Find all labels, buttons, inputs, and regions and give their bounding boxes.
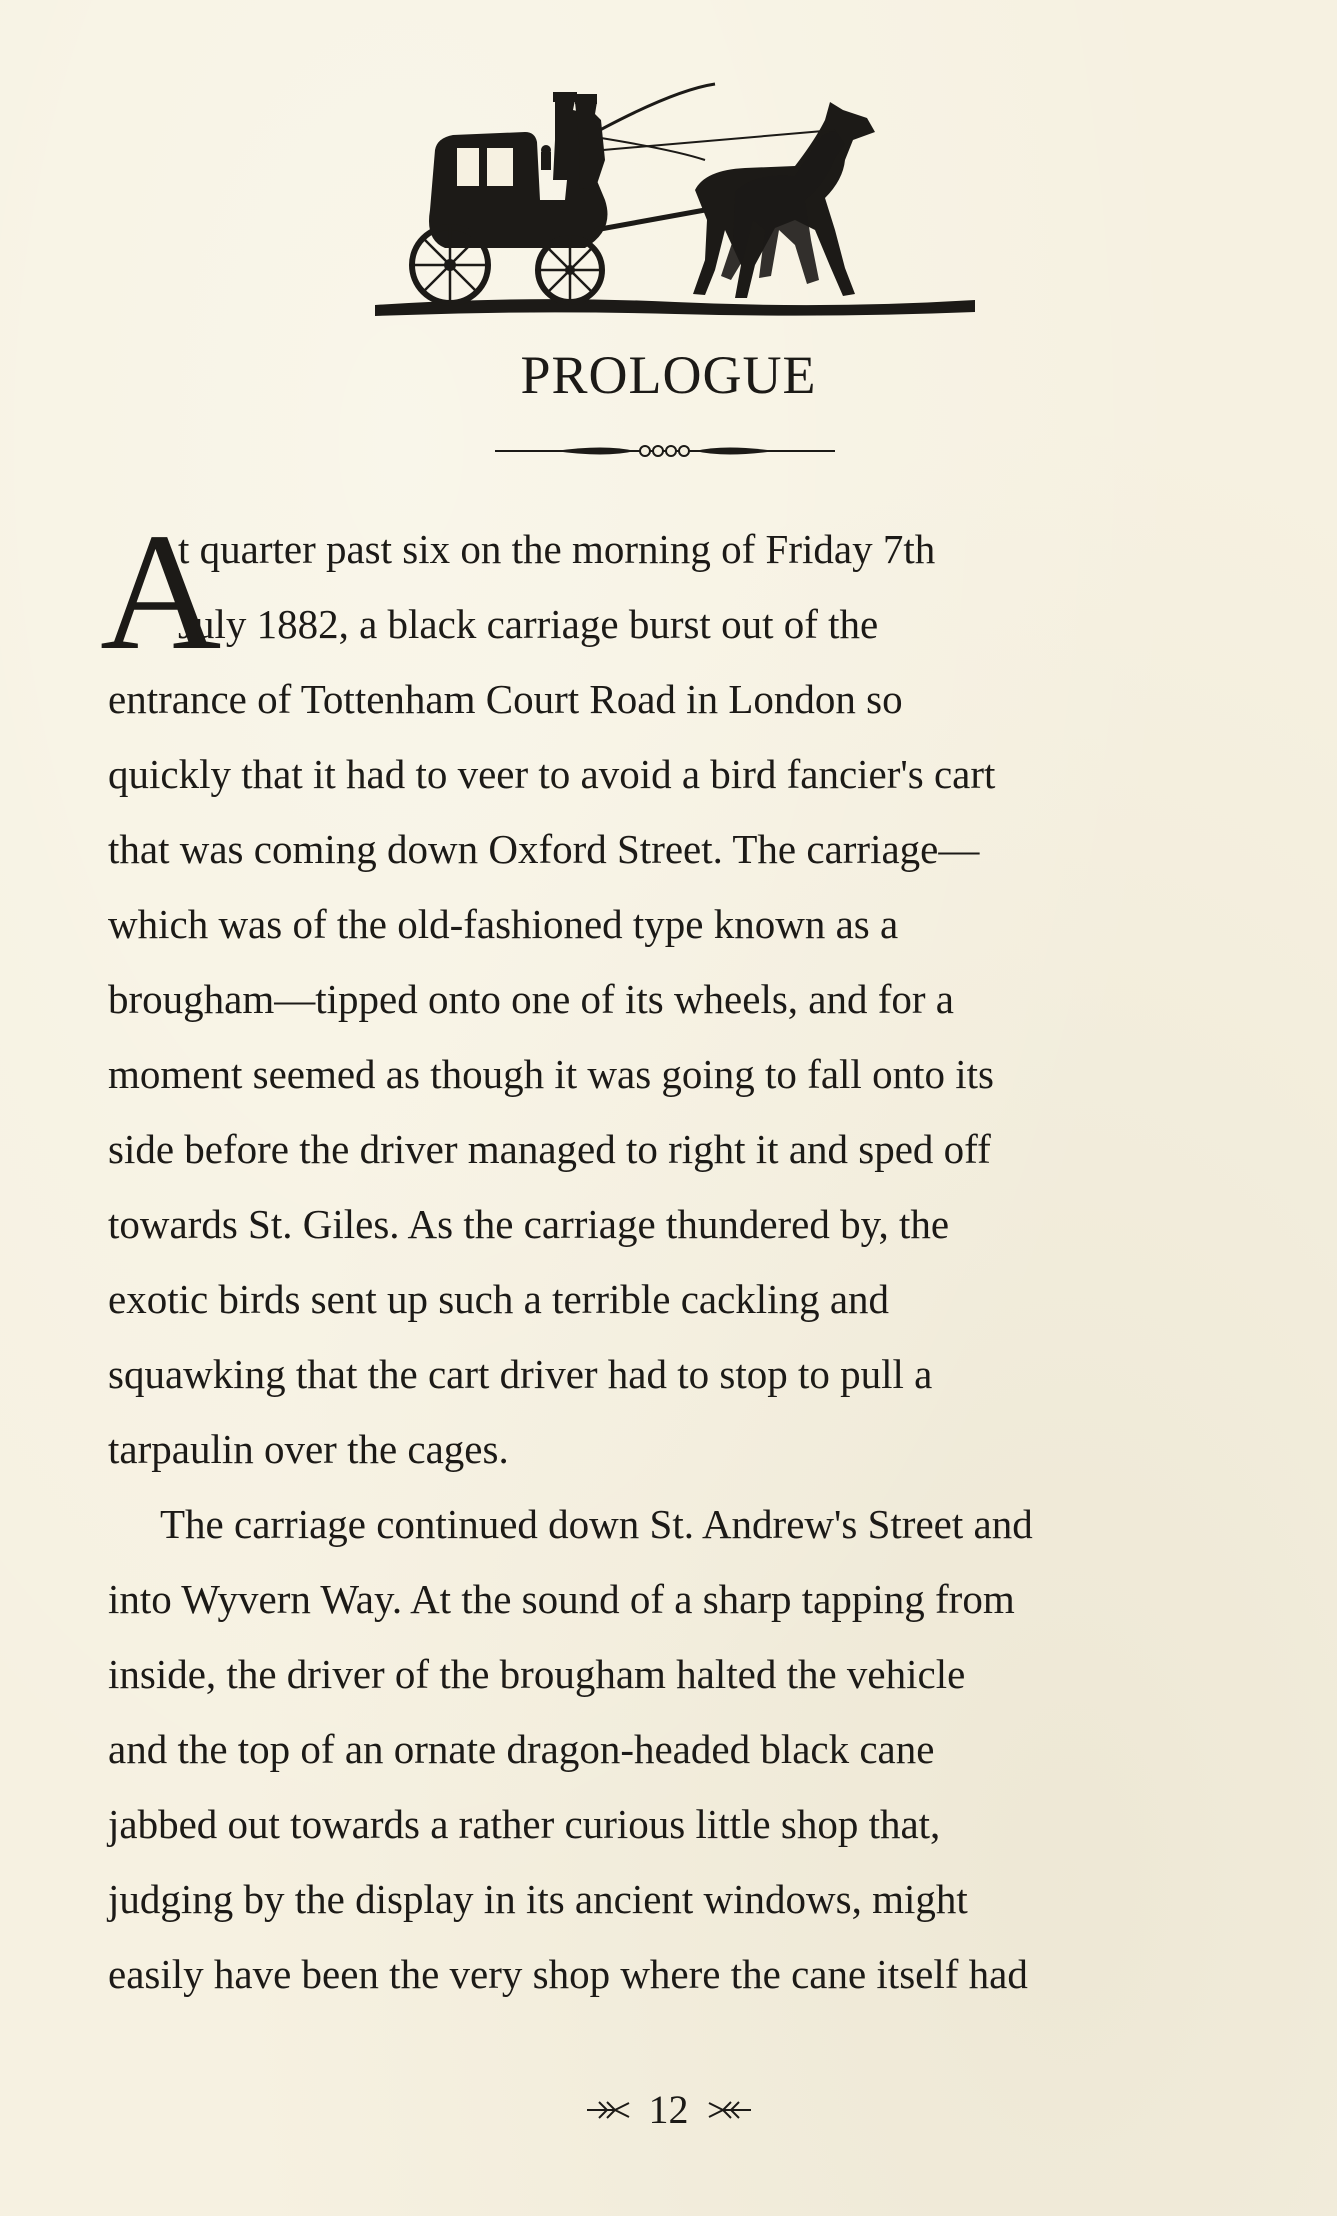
text-line: brougham—tipped onto one of its wheels, and for a [108, 976, 955, 1022]
text-line: The carriage continued down St. Andrew's Street and [160, 1501, 1033, 1547]
text-line: judging by the display in its ancient windows, might [108, 1876, 968, 1922]
body-text [108, 512, 1238, 2012]
fleuron-left-icon [585, 2099, 631, 2121]
text-line: squawking that the cart driver had to stop to pull a [108, 1351, 933, 1397]
text-line: moment seemed as though it was going to fall onto its [108, 1051, 994, 1097]
text-line: jabbed out towards a rather curious little shop that, [108, 1801, 941, 1847]
text-line: that was coming down Oxford Street. The carriage— [108, 826, 980, 872]
text-line: inside, the driver of the brougham halted the vehicle [108, 1651, 966, 1697]
drop-cap: A [100, 499, 222, 685]
paragraph [108, 1487, 1238, 2012]
text-line: and the top of an ornate dragon-headed black cane [108, 1726, 935, 1772]
fleuron-right-icon [707, 2099, 753, 2121]
text-line: side before the driver managed to right it and sped off [108, 1126, 991, 1172]
text-line: entrance of Tottenham Court Road in London so [108, 676, 903, 722]
text-line: July 1882, a black carriage burst out of the [178, 601, 879, 647]
text-line: which was of the old-fashioned type known as a [108, 901, 899, 947]
page-number: 12 [648, 2087, 689, 2132]
text-line: easily have been the very shop where the cane itself had [108, 1951, 1028, 1997]
text-line: quickly that it had to veer to avoid a bird fancier's cart [108, 751, 996, 797]
rule-ornament-icon [495, 440, 835, 462]
text-line: exotic birds sent up such a terrible cackling and [108, 1276, 890, 1322]
horse-carriage-silhouette-icon [375, 80, 975, 340]
text-line: tarpaulin over the cages. [108, 1426, 509, 1472]
text-line: t quarter past six on the morning of Friday 7th [178, 526, 936, 572]
text-line: towards St. Giles. As the carriage thundered by, the [108, 1201, 950, 1247]
page-footer [0, 2087, 1337, 2132]
paragraph [108, 512, 1238, 1487]
text-line: into Wyvern Way. At the sound of a sharp tapping from [108, 1576, 1015, 1622]
chapter-title: PROLOGUE [520, 345, 817, 405]
